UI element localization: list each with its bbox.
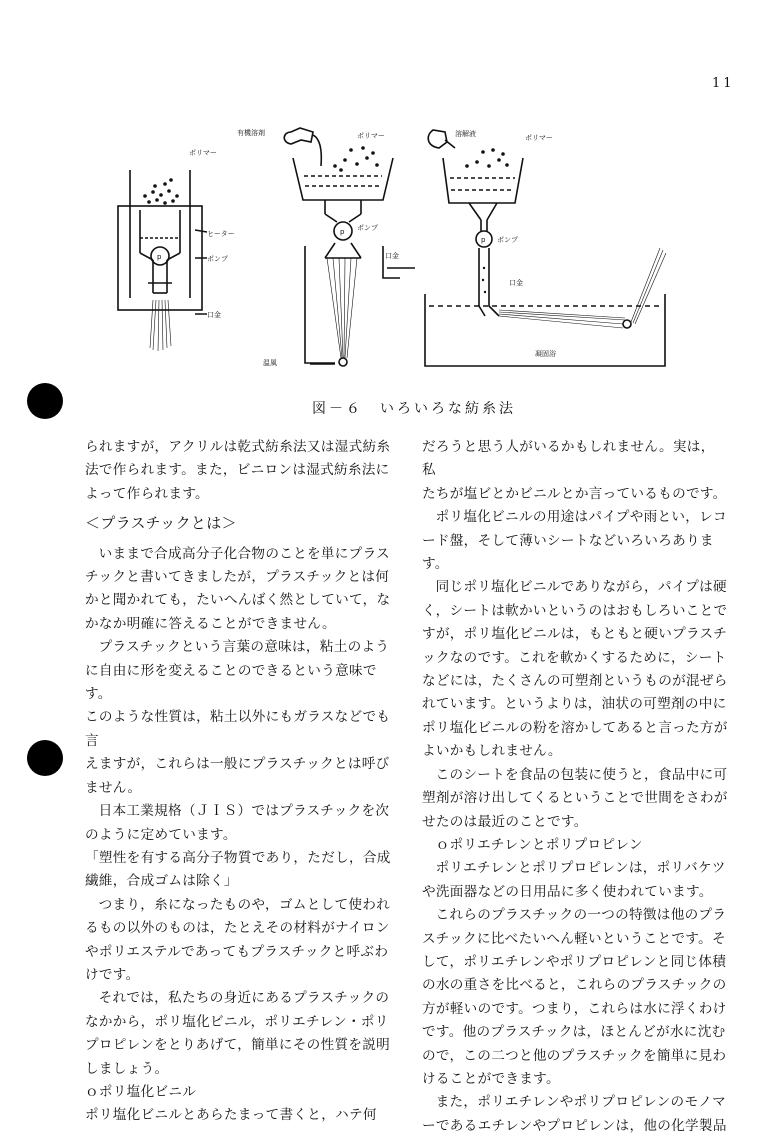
text-line: かなか明確に答えることができません。 xyxy=(85,615,336,632)
text-line: プロピレンをとりあげて，簡単にその性質を説明 xyxy=(85,1037,391,1054)
text-line: 法で作られます。また，ビニロンは湿式紡糸法に xyxy=(85,462,390,479)
left-column xyxy=(85,436,391,1128)
text-line: かと聞かれても，たいへんばく然としていて，な xyxy=(85,592,391,609)
text-line: なかから，ポリ塩化ビニル，ポリエチレン・ポリ xyxy=(85,1013,389,1030)
text-line: このような性質は，粘土以外にもガラスなどでも言 xyxy=(85,709,391,749)
text-line: のように定めています。 xyxy=(85,826,237,843)
text-line: ポリ塩化ビニルの粉を溶かしてあると言った方が xyxy=(422,719,728,736)
text-line: だろうと思う人がいるかもしれません。実は，私 xyxy=(422,439,715,479)
text-line: つまり，糸になったものや，ゴムとして使われ xyxy=(98,896,391,913)
spinning-methods-figure xyxy=(95,118,695,388)
text-line: やポリエステルであってもプラスチックと呼ぶわ xyxy=(85,943,389,960)
text-line: ックなのです。これを軟かくするために，シート xyxy=(422,649,727,666)
spinning-diagram xyxy=(95,118,695,388)
text-line: チックと書いてきましたが，プラスチックとは何 xyxy=(85,569,390,586)
label-spinneret-1: 口金 xyxy=(207,311,221,319)
text-line: よって作られます。 xyxy=(85,485,209,502)
quote-line: 繊維，合成ゴムは除く」 xyxy=(85,873,238,890)
text-line: たちが塩ビとかビニルとか言っているものです。 xyxy=(422,485,727,502)
label-spinneret-3: 口金 xyxy=(509,279,523,287)
text-line: して，ポリエチレンやポリプロピレンと同じ体積 xyxy=(422,953,727,970)
binder-hole-bottom xyxy=(27,740,63,776)
text-line: よいかもしれません。 xyxy=(422,743,562,760)
text-line: の水の重さを比べると，これらのプラスチックの xyxy=(422,977,727,994)
label-polymer-2: ポリマー xyxy=(357,132,385,140)
text-line: えますが，これらは一般にプラスチックとは呼び xyxy=(85,756,390,773)
text-line: るもの以外のものは，たとえその材料がナイロン xyxy=(85,920,390,937)
label-polymer-1: ポリマー xyxy=(189,149,217,157)
text-line: られますが，アクリルは乾式紡糸法又は湿式紡糸 xyxy=(85,439,391,455)
right-column xyxy=(422,436,728,1138)
text-line: に自由に形を変えることのできるという意味です。 xyxy=(85,662,377,703)
wet-spinning-diagram xyxy=(425,130,665,366)
text-line: 方が軽いのです。つまり，これらは水に浮くわけ xyxy=(422,1000,727,1017)
text-line: 同じポリ塩化ビニルでありながら，パイプは硬 xyxy=(435,579,727,596)
text-line: ません。 xyxy=(85,779,142,796)
label-spinneret-2: 口金 xyxy=(385,252,399,260)
text-line: ード盤，そして薄いシートなどいろいろあります。 xyxy=(422,532,714,573)
label-pump-1: ポンプ xyxy=(207,255,228,263)
text-line: このシートを食品の包装に使うと，食品中に可 xyxy=(435,766,728,783)
text-line: や洗面器などの日用品に多く使われています。 xyxy=(422,883,713,900)
text-line: すが，ポリ塩化ビニルは，もともと硬いプラスチ xyxy=(422,626,727,643)
text-line: それでは，私たちの身近にあるプラスチックの xyxy=(98,990,390,1007)
page-number: 11 xyxy=(712,76,735,91)
label-pump-3: ポンプ xyxy=(497,236,518,244)
label-pump-2: ポンプ xyxy=(357,224,378,232)
text-line: これらのプラスチックの一つの特徴は他のプラ xyxy=(435,907,727,924)
binder-hole-top xyxy=(27,383,63,419)
text-line: けることができます。 xyxy=(422,1070,560,1087)
label-coagulation-bath: 凝固浴 xyxy=(535,350,556,358)
text-line: せたのは最近のことです。 xyxy=(422,813,588,830)
text-line: 塑剤が溶け出してくるということで世間をさわが xyxy=(422,790,728,807)
label-heater: ヒーター xyxy=(207,230,235,238)
text-line: いままで合成高分子化合物のことを単にプラス xyxy=(98,545,390,562)
pump-symbol-2: p xyxy=(340,228,345,236)
text-line: しましょう。 xyxy=(85,1060,169,1077)
melt-spinning-diagram xyxy=(118,170,207,314)
subsection-heading: ｏポリ塩化ビニル xyxy=(85,1083,197,1100)
pump-symbol-1: p xyxy=(157,253,162,261)
section-heading: ＜プラスチックとは＞ xyxy=(85,514,237,533)
text-line: ーであるエチレンやプロピレンは，他の化学製品 xyxy=(422,1117,727,1134)
label-hot-air: 温風 xyxy=(263,359,277,367)
text-line: ポリ塩化ビニルとあらたまって書くと，ハテ何 xyxy=(85,1107,377,1124)
text-line: ポリ塩化ビニルの用途はパイプや雨とい，レコ xyxy=(435,509,727,526)
text-line: また，ポリエチレンやポリプロピレンのモノマ xyxy=(435,1094,727,1111)
label-organic-solvent: 有機溶剤 xyxy=(237,129,265,137)
text-line: ので，この二つと他のプラスチックを簡単に見わ xyxy=(422,1047,727,1064)
figure-caption: 図－６ いろいろな紡糸法 xyxy=(312,401,516,417)
label-solution: 溶解液 xyxy=(455,130,476,138)
text-line: ポリエチレンとポリプロピレンは，ポリバケツ xyxy=(435,860,726,877)
label-polymer-3: ポリマー xyxy=(525,134,553,142)
text-line: です。他のプラスチックは，ほとんどが水に沈む xyxy=(422,1024,726,1041)
quote-line: 「塑性を有する高分子物質であり，ただし，合成 xyxy=(85,849,391,866)
text-line: スチックに比べたいへん軽いということです。そ xyxy=(422,930,726,947)
text-line: プラスチックという言葉の意味は，粘土のよう xyxy=(98,639,390,656)
text-line: 日本工業規格（ＪＩＳ）ではプラスチックを次 xyxy=(98,803,390,820)
text-line: れています。というよりは，油状の可塑剤の中に xyxy=(422,696,727,713)
subsection-heading: ｏポリエチレンとポリプロピレン xyxy=(435,836,643,853)
text-line: く，シートは軟かいというのはおもしろいことで xyxy=(422,602,728,619)
pump-symbol-3: p xyxy=(481,236,486,244)
text-line: などには，たくさんの可塑剤というものが混ぜら xyxy=(422,673,728,690)
text-line: けです。 xyxy=(85,966,140,983)
